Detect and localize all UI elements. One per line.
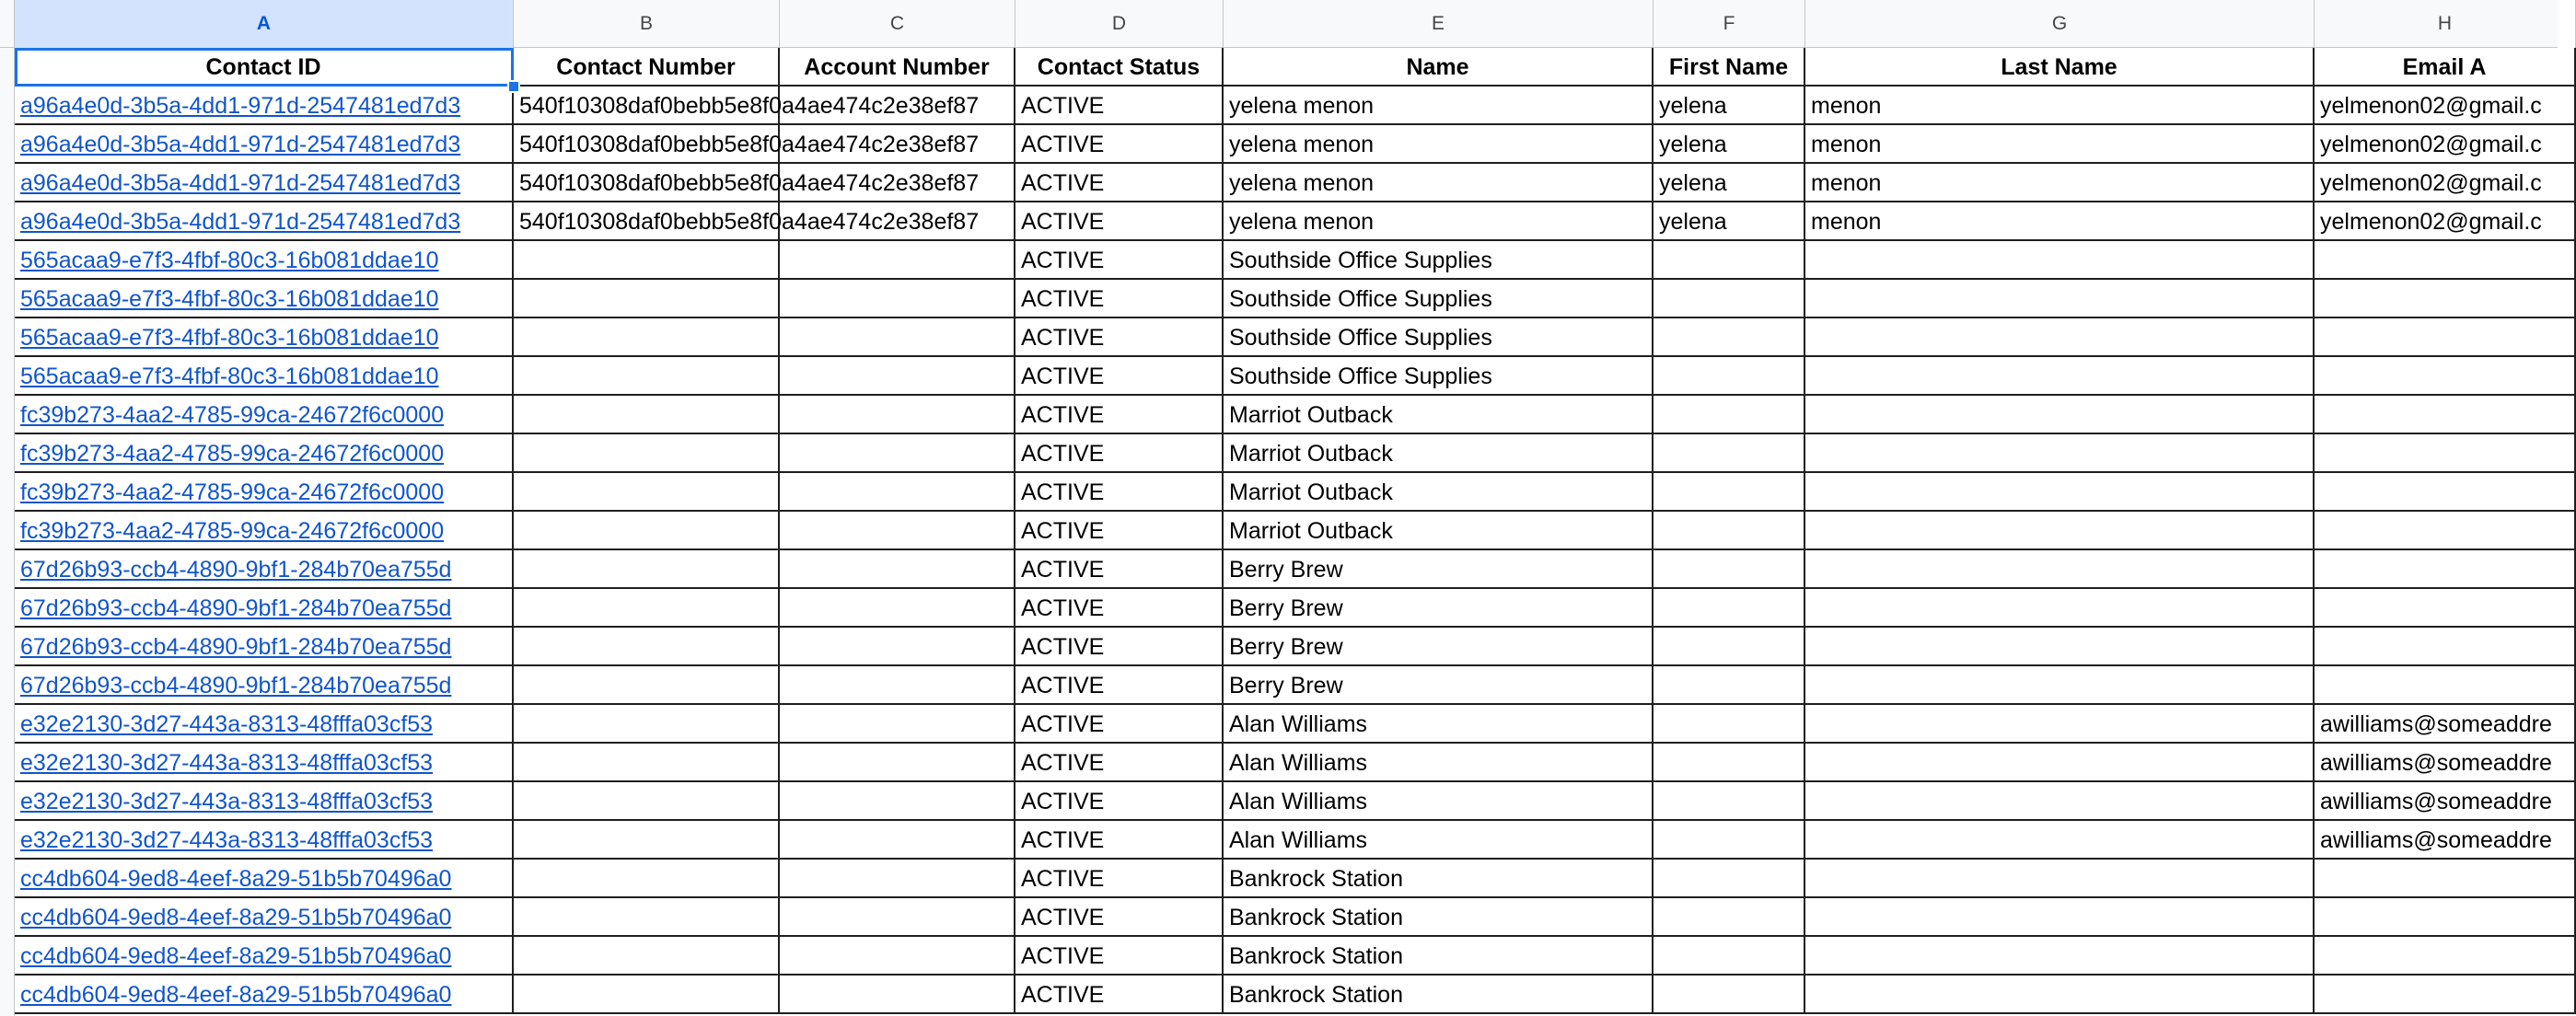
cell-account-number[interactable] xyxy=(780,87,1015,125)
cell-contact-number[interactable] xyxy=(514,937,780,976)
cell-name[interactable]: Alan Williams xyxy=(1224,744,1654,782)
cell-contact-number[interactable]: 540f10308daf0bebb5e8f0a4ae474c2e38ef87 xyxy=(514,125,780,164)
cell-last-name[interactable] xyxy=(1805,280,2315,318)
header-cell-b[interactable]: Contact Number xyxy=(514,48,780,87)
cell-last-name[interactable]: menon xyxy=(1805,164,2315,202)
cell-first-name[interactable] xyxy=(1654,434,1805,473)
cell-first-name[interactable] xyxy=(1654,937,1805,976)
cell-account-number[interactable] xyxy=(780,937,1015,976)
cell-last-name[interactable] xyxy=(1805,705,2315,744)
cell-first-name[interactable] xyxy=(1654,821,1805,860)
cell-contact-number[interactable] xyxy=(514,744,780,782)
cell-status[interactable]: ACTIVE xyxy=(1015,318,1224,357)
cell-first-name[interactable] xyxy=(1654,396,1805,434)
cell-account-number[interactable] xyxy=(780,976,1015,1014)
header-cell-c[interactable]: Account Number xyxy=(780,48,1015,87)
cell-contact-number[interactable] xyxy=(514,782,780,821)
table-row xyxy=(15,318,2576,357)
cell-contact-id[interactable]: 67d26b93-ccb4-4890-9bf1-284b70ea755d xyxy=(15,666,514,705)
cell-first-name[interactable] xyxy=(1654,898,1805,937)
cell-name[interactable]: Marriot Outback xyxy=(1224,434,1654,473)
table-row xyxy=(15,473,2576,512)
cell-name[interactable]: Southside Office Supplies xyxy=(1224,357,1654,396)
cell-first-name[interactable] xyxy=(1654,473,1805,512)
cell-contact-number[interactable] xyxy=(514,434,780,473)
cell-account-number[interactable] xyxy=(780,280,1015,318)
cell-contact-id[interactable]: a96a4e0d-3b5a-4dd1-971d-2547481ed7d3 xyxy=(15,164,514,202)
cell-first-name[interactable] xyxy=(1654,357,1805,396)
cell-first-name[interactable] xyxy=(1654,860,1805,898)
cell-email[interactable] xyxy=(2315,396,2576,434)
cell-status[interactable]: ACTIVE xyxy=(1015,512,1224,550)
cell-status[interactable]: ACTIVE xyxy=(1015,860,1224,898)
cell-contact-id[interactable]: 565acaa9-e7f3-4fbf-80c3-16b081ddae10 xyxy=(15,357,514,396)
cell-last-name[interactable] xyxy=(1805,937,2315,976)
cell-status[interactable]: ACTIVE xyxy=(1015,705,1224,744)
cell-account-number[interactable] xyxy=(780,628,1015,666)
header-cell-g[interactable]: Last Name xyxy=(1805,48,2315,87)
cell-first-name[interactable]: yelena xyxy=(1654,164,1805,202)
cell-email[interactable]: awilliams@someaddre xyxy=(2315,782,2576,821)
cell-last-name[interactable] xyxy=(1805,782,2315,821)
column-header-h[interactable]: H xyxy=(2315,0,2576,48)
table-row xyxy=(15,976,2576,1014)
cell-first-name[interactable]: yelena xyxy=(1654,202,1805,241)
header-cell-f[interactable]: First Name xyxy=(1654,48,1805,87)
header-cell-e[interactable]: Name xyxy=(1224,48,1654,87)
cell-email[interactable]: awilliams@someaddre xyxy=(2315,744,2576,782)
cell-email[interactable] xyxy=(2315,898,2576,937)
cell-email[interactable]: awilliams@someaddre xyxy=(2315,821,2576,860)
cell-account-number[interactable] xyxy=(780,202,1015,241)
table-row xyxy=(15,898,2576,937)
cell-last-name[interactable] xyxy=(1805,628,2315,666)
table-row xyxy=(15,628,2576,666)
cell-first-name[interactable] xyxy=(1654,666,1805,705)
cell-status[interactable]: ACTIVE xyxy=(1015,280,1224,318)
cell-name[interactable]: Alan Williams xyxy=(1224,782,1654,821)
cell-contact-id[interactable]: cc4db604-9ed8-4eef-8a29-51b5b70496a0 xyxy=(15,976,514,1014)
cell-contact-number[interactable] xyxy=(514,705,780,744)
cell-contact-number[interactable] xyxy=(514,280,780,318)
cell-name[interactable]: Bankrock Station xyxy=(1224,976,1654,1014)
cell-contact-number[interactable] xyxy=(514,550,780,589)
cell-last-name[interactable] xyxy=(1805,396,2315,434)
cell-account-number[interactable] xyxy=(780,396,1015,434)
cell-name[interactable]: Marriot Outback xyxy=(1224,396,1654,434)
cell-account-number[interactable] xyxy=(780,589,1015,628)
cell-first-name[interactable] xyxy=(1654,241,1805,280)
cell-contact-number[interactable]: 540f10308daf0bebb5e8f0a4ae474c2e38ef87 xyxy=(514,164,780,202)
table-row xyxy=(15,434,2576,473)
cell-status[interactable]: ACTIVE xyxy=(1015,357,1224,396)
cell-contact-id[interactable]: e32e2130-3d27-443a-8313-48fffa03cf53 xyxy=(15,782,514,821)
table-row xyxy=(15,241,2576,280)
cell-contact-id[interactable]: e32e2130-3d27-443a-8313-48fffa03cf53 xyxy=(15,744,514,782)
cell-last-name[interactable] xyxy=(1805,550,2315,589)
cell-first-name[interactable] xyxy=(1654,280,1805,318)
cell-account-number[interactable] xyxy=(780,512,1015,550)
cell-first-name[interactable] xyxy=(1654,744,1805,782)
cell-name[interactable]: Marriot Outback xyxy=(1224,473,1654,512)
column-letter-header xyxy=(15,0,2558,48)
cell-status[interactable]: ACTIVE xyxy=(1015,628,1224,666)
cell-contact-id[interactable]: fc39b273-4aa2-4785-99ca-24672f6c0000 xyxy=(15,434,514,473)
cell-name[interactable]: Bankrock Station xyxy=(1224,898,1654,937)
cell-name[interactable]: yelena menon xyxy=(1224,164,1654,202)
cell-email[interactable] xyxy=(2315,241,2576,280)
cell-status[interactable]: ACTIVE xyxy=(1015,821,1224,860)
column-header-e[interactable]: E xyxy=(1224,0,1654,48)
table-row xyxy=(15,87,2576,125)
table-row xyxy=(15,821,2576,860)
cell-account-number[interactable] xyxy=(780,898,1015,937)
cell-email[interactable]: yelmenon02@gmail.c xyxy=(2315,164,2576,202)
cell-last-name[interactable] xyxy=(1805,512,2315,550)
cell-name[interactable]: yelena menon xyxy=(1224,125,1654,164)
cell-name[interactable]: Southside Office Supplies xyxy=(1224,280,1654,318)
table-row xyxy=(15,589,2576,628)
table-row xyxy=(15,280,2576,318)
cell-contact-number[interactable]: 540f10308daf0bebb5e8f0a4ae474c2e38ef87 xyxy=(514,202,780,241)
table-row xyxy=(15,705,2576,744)
cell-contact-number[interactable] xyxy=(514,860,780,898)
cell-name[interactable]: Berry Brew xyxy=(1224,666,1654,705)
cell-contact-id[interactable]: a96a4e0d-3b5a-4dd1-971d-2547481ed7d3 xyxy=(15,87,514,125)
cell-contact-number[interactable] xyxy=(514,628,780,666)
cell-email[interactable] xyxy=(2315,280,2576,318)
cell-last-name[interactable] xyxy=(1805,898,2315,937)
cell-status[interactable]: ACTIVE xyxy=(1015,744,1224,782)
cell-contact-id[interactable]: 67d26b93-ccb4-4890-9bf1-284b70ea755d xyxy=(15,589,514,628)
cell-account-number[interactable] xyxy=(780,473,1015,512)
cell-account-number[interactable] xyxy=(780,164,1015,202)
table-row xyxy=(15,937,2576,976)
cell-contact-id[interactable]: 565acaa9-e7f3-4fbf-80c3-16b081ddae10 xyxy=(15,318,514,357)
header-row xyxy=(15,48,2576,87)
cell-email[interactable] xyxy=(2315,666,2576,705)
cell-email[interactable] xyxy=(2315,628,2576,666)
table-row xyxy=(15,202,2576,241)
cell-name[interactable]: Southside Office Supplies xyxy=(1224,318,1654,357)
cell-last-name[interactable] xyxy=(1805,318,2315,357)
table-row xyxy=(15,666,2576,705)
cell-account-number[interactable] xyxy=(780,744,1015,782)
cell-first-name[interactable] xyxy=(1654,782,1805,821)
table-row xyxy=(15,396,2576,434)
cell-contact-id[interactable]: fc39b273-4aa2-4785-99ca-24672f6c0000 xyxy=(15,473,514,512)
cell-last-name[interactable]: menon xyxy=(1805,202,2315,241)
cell-first-name[interactable]: yelena xyxy=(1654,87,1805,125)
cell-name[interactable]: yelena menon xyxy=(1224,87,1654,125)
selection-fill-handle[interactable] xyxy=(507,80,520,93)
cell-name[interactable]: Berry Brew xyxy=(1224,550,1654,589)
cell-contact-id[interactable]: cc4db604-9ed8-4eef-8a29-51b5b70496a0 xyxy=(15,898,514,937)
header-cell-h[interactable]: Email A xyxy=(2315,48,2576,87)
cell-name[interactable]: Berry Brew xyxy=(1224,628,1654,666)
cell-account-number[interactable] xyxy=(780,125,1015,164)
cell-last-name[interactable]: menon xyxy=(1805,87,2315,125)
cell-email[interactable] xyxy=(2315,860,2576,898)
cell-last-name[interactable] xyxy=(1805,821,2315,860)
column-header-d[interactable]: D xyxy=(1015,0,1224,48)
cell-status[interactable]: ACTIVE xyxy=(1015,589,1224,628)
cell-name[interactable]: yelena menon xyxy=(1224,202,1654,241)
cell-account-number[interactable] xyxy=(780,821,1015,860)
table-row xyxy=(15,782,2576,821)
cell-contact-number[interactable] xyxy=(514,589,780,628)
cell-contact-id[interactable]: cc4db604-9ed8-4eef-8a29-51b5b70496a0 xyxy=(15,937,514,976)
cell-contact-id[interactable]: 67d26b93-ccb4-4890-9bf1-284b70ea755d xyxy=(15,550,514,589)
cell-first-name[interactable] xyxy=(1654,628,1805,666)
cell-contact-number[interactable]: 540f10308daf0bebb5e8f0a4ae474c2e38ef87 xyxy=(514,87,780,125)
column-header-a[interactable]: A xyxy=(15,0,514,48)
cell-status[interactable]: ACTIVE xyxy=(1015,241,1224,280)
cell-status[interactable]: ACTIVE xyxy=(1015,202,1224,241)
cell-first-name[interactable] xyxy=(1654,318,1805,357)
cell-contact-number[interactable] xyxy=(514,898,780,937)
cell-first-name[interactable] xyxy=(1654,550,1805,589)
cell-status[interactable]: ACTIVE xyxy=(1015,976,1224,1014)
cell-status[interactable]: ACTIVE xyxy=(1015,396,1224,434)
cell-account-number[interactable] xyxy=(780,241,1015,280)
column-header-g[interactable]: G xyxy=(1805,0,2315,48)
cell-first-name[interactable]: yelena xyxy=(1654,125,1805,164)
cell-name[interactable]: Bankrock Station xyxy=(1224,937,1654,976)
cell-contact-id[interactable]: a96a4e0d-3b5a-4dd1-971d-2547481ed7d3 xyxy=(15,202,514,241)
cell-contact-id[interactable]: 565acaa9-e7f3-4fbf-80c3-16b081ddae10 xyxy=(15,280,514,318)
select-all-corner[interactable] xyxy=(0,0,15,48)
column-header-f[interactable]: F xyxy=(1654,0,1805,48)
table-row xyxy=(15,164,2576,202)
cell-first-name[interactable] xyxy=(1654,589,1805,628)
cell-last-name[interactable] xyxy=(1805,357,2315,396)
cell-account-number[interactable] xyxy=(780,666,1015,705)
cell-email[interactable]: awilliams@someaddre xyxy=(2315,705,2576,744)
cell-name[interactable]: Berry Brew xyxy=(1224,589,1654,628)
cell-status[interactable]: ACTIVE xyxy=(1015,164,1224,202)
cell-contact-number[interactable] xyxy=(514,241,780,280)
cell-account-number[interactable] xyxy=(780,782,1015,821)
cell-name[interactable]: Marriot Outback xyxy=(1224,512,1654,550)
cell-email[interactable] xyxy=(2315,550,2576,589)
cell-status[interactable]: ACTIVE xyxy=(1015,87,1224,125)
cell-contact-id[interactable]: cc4db604-9ed8-4eef-8a29-51b5b70496a0 xyxy=(15,860,514,898)
cell-last-name[interactable] xyxy=(1805,976,2315,1014)
header-cell-d[interactable]: Contact Status xyxy=(1015,48,1224,87)
table-row xyxy=(15,860,2576,898)
cell-contact-id[interactable]: fc39b273-4aa2-4785-99ca-24672f6c0000 xyxy=(15,512,514,550)
cell-account-number[interactable] xyxy=(780,550,1015,589)
cell-first-name[interactable] xyxy=(1654,976,1805,1014)
cell-status[interactable]: ACTIVE xyxy=(1015,937,1224,976)
cell-contact-number[interactable] xyxy=(514,396,780,434)
row-header-strip[interactable] xyxy=(0,48,15,1016)
cell-account-number[interactable] xyxy=(780,318,1015,357)
cell-last-name[interactable] xyxy=(1805,473,2315,512)
table-row xyxy=(15,357,2576,396)
table-row xyxy=(15,512,2576,550)
cell-first-name[interactable] xyxy=(1654,512,1805,550)
cell-first-name[interactable] xyxy=(1654,705,1805,744)
cell-last-name[interactable] xyxy=(1805,744,2315,782)
cell-email[interactable] xyxy=(2315,318,2576,357)
cell-last-name[interactable] xyxy=(1805,434,2315,473)
cell-status[interactable]: ACTIVE xyxy=(1015,898,1224,937)
cell-last-name[interactable] xyxy=(1805,241,2315,280)
cell-status[interactable]: ACTIVE xyxy=(1015,782,1224,821)
cell-email[interactable] xyxy=(2315,937,2576,976)
cell-contact-number[interactable] xyxy=(514,666,780,705)
cell-email[interactable] xyxy=(2315,976,2576,1014)
cell-last-name[interactable] xyxy=(1805,860,2315,898)
cell-contact-id[interactable]: fc39b273-4aa2-4785-99ca-24672f6c0000 xyxy=(15,396,514,434)
cell-name[interactable]: Alan Williams xyxy=(1224,821,1654,860)
cell-contact-number[interactable] xyxy=(514,821,780,860)
cell-contact-number[interactable] xyxy=(514,318,780,357)
cell-account-number[interactable] xyxy=(780,860,1015,898)
cell-email[interactable]: yelmenon02@gmail.c xyxy=(2315,202,2576,241)
cell-name[interactable]: Southside Office Supplies xyxy=(1224,241,1654,280)
cell-last-name[interactable]: menon xyxy=(1805,125,2315,164)
cell-email[interactable] xyxy=(2315,473,2576,512)
cell-last-name[interactable] xyxy=(1805,589,2315,628)
cell-account-number[interactable] xyxy=(780,434,1015,473)
cell-email[interactable] xyxy=(2315,589,2576,628)
table-row xyxy=(15,550,2576,589)
cell-name[interactable]: Alan Williams xyxy=(1224,705,1654,744)
cell-name[interactable]: Bankrock Station xyxy=(1224,860,1654,898)
cell-contact-number[interactable] xyxy=(514,357,780,396)
cell-email[interactable]: yelmenon02@gmail.c xyxy=(2315,125,2576,164)
cell-last-name[interactable] xyxy=(1805,666,2315,705)
cell-email[interactable] xyxy=(2315,434,2576,473)
cell-contact-number[interactable] xyxy=(514,473,780,512)
cell-contact-id[interactable]: e32e2130-3d27-443a-8313-48fffa03cf53 xyxy=(15,705,514,744)
table-row xyxy=(15,125,2576,164)
cell-contact-id[interactable]: 67d26b93-ccb4-4890-9bf1-284b70ea755d xyxy=(15,628,514,666)
cell-status[interactable]: ACTIVE xyxy=(1015,550,1224,589)
table-row xyxy=(15,744,2576,782)
cell-status[interactable]: ACTIVE xyxy=(1015,473,1224,512)
cell-contact-id[interactable]: e32e2130-3d27-443a-8313-48fffa03cf53 xyxy=(15,821,514,860)
cell-contact-number[interactable] xyxy=(514,976,780,1014)
column-header-b[interactable]: B xyxy=(514,0,780,48)
header-cell-a[interactable]: Contact ID xyxy=(15,48,514,87)
cell-account-number[interactable] xyxy=(780,705,1015,744)
cell-contact-id[interactable]: 565acaa9-e7f3-4fbf-80c3-16b081ddae10 xyxy=(15,241,514,280)
cell-status[interactable]: ACTIVE xyxy=(1015,125,1224,164)
cell-email[interactable] xyxy=(2315,357,2576,396)
column-header-c[interactable]: C xyxy=(780,0,1015,48)
cell-contact-number[interactable] xyxy=(514,512,780,550)
cell-email[interactable] xyxy=(2315,512,2576,550)
cell-account-number[interactable] xyxy=(780,357,1015,396)
cell-status[interactable]: ACTIVE xyxy=(1015,434,1224,473)
cell-email[interactable]: yelmenon02@gmail.c xyxy=(2315,87,2576,125)
cell-status[interactable]: ACTIVE xyxy=(1015,666,1224,705)
cell-contact-id[interactable]: a96a4e0d-3b5a-4dd1-971d-2547481ed7d3 xyxy=(15,125,514,164)
